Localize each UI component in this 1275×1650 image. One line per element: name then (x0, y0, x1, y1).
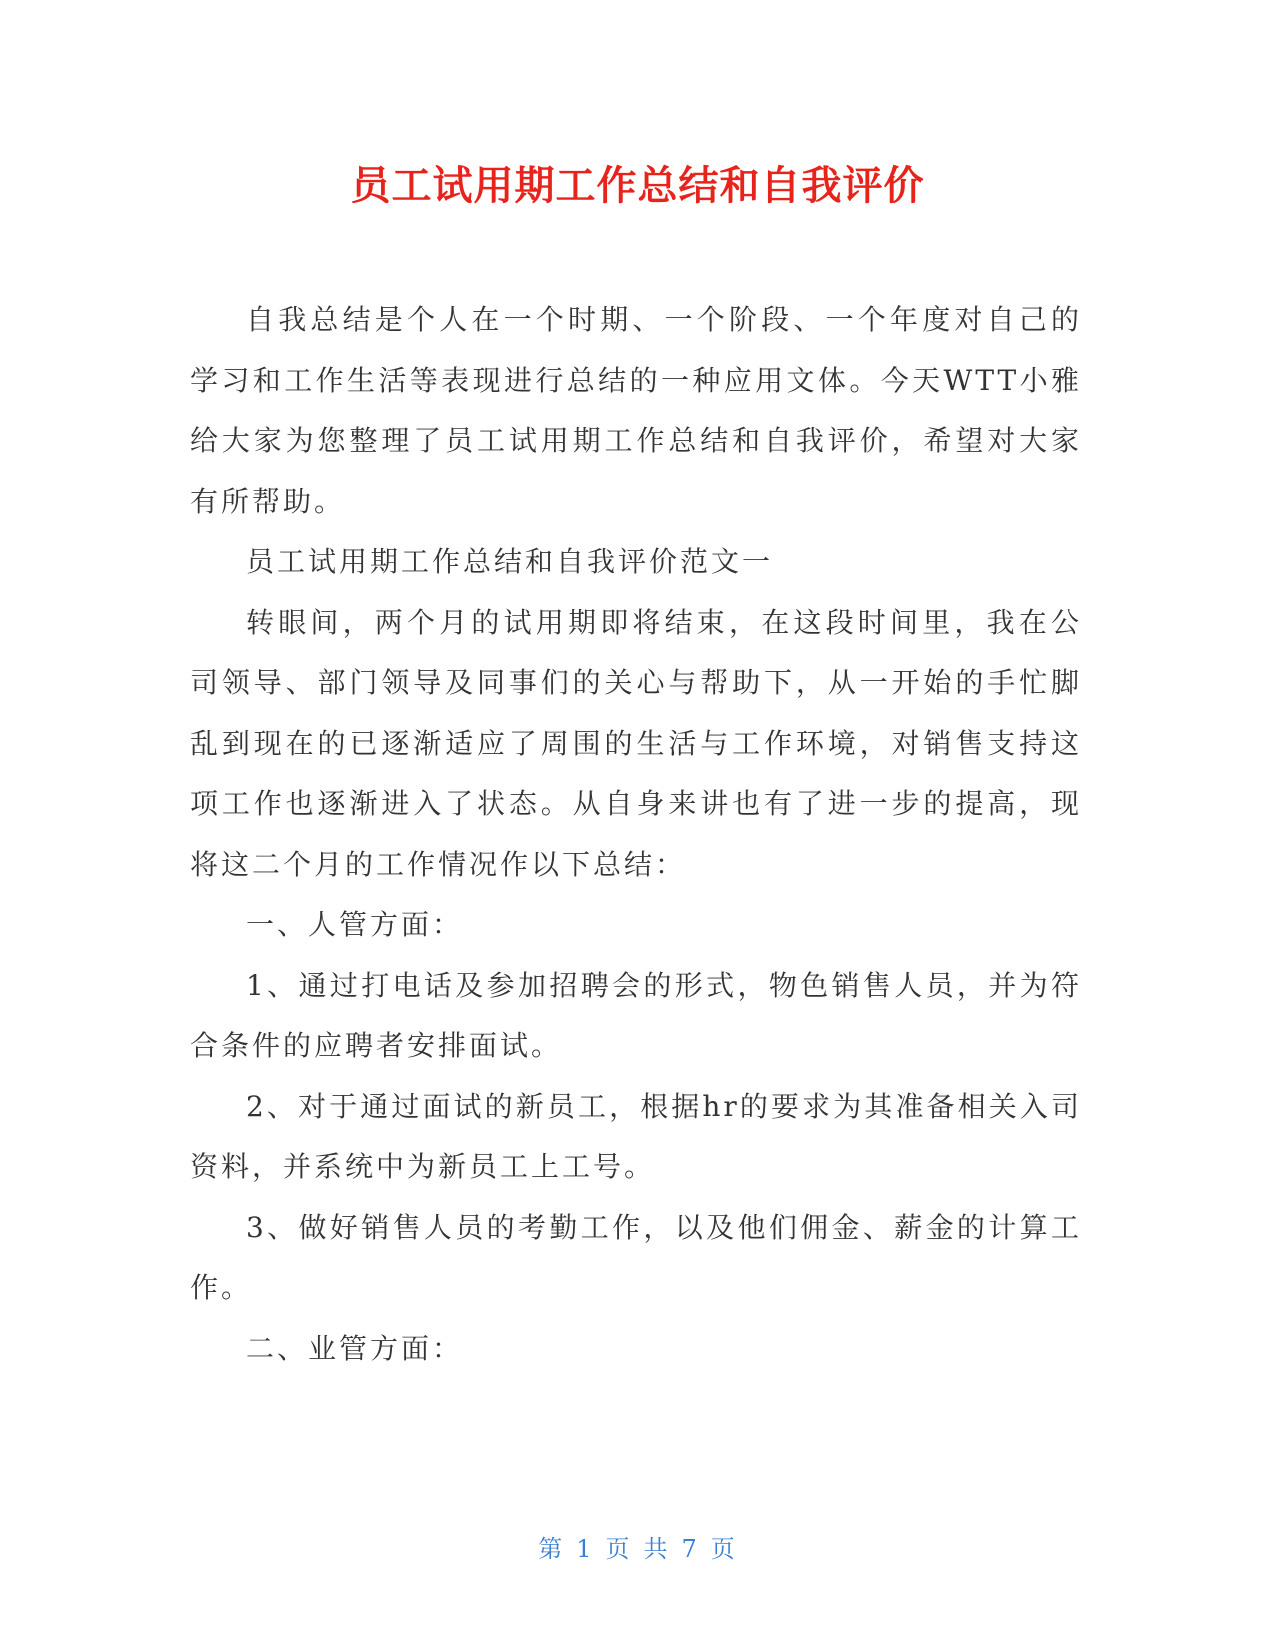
footer-word-page-unit: 页 (605, 1535, 632, 1563)
summary-paragraph: 转眼间，两个月的试用期即将结束，在这段时间里，我在公司领导、部门领导及同事们的关心与帮助下，从一开始的手忙脚乱到现在的已逐渐适应了周围的生活与工作环境，对销售支持这项工作也逐渐进入了状态。从自身来讲也有了进一步的提高，现将这二个月的工作情况作以下总结： (190, 605, 1082, 881)
section-heading-business: 二、业管方面： (246, 1331, 464, 1365)
footer-current-page: 1 (576, 1535, 594, 1563)
section-heading-personnel: 一、人管方面： (246, 908, 464, 941)
footer-word-page: 第 (538, 1535, 565, 1563)
footer-word-page-unit-2: 页 (710, 1535, 737, 1563)
list-item-2: 2、对于通过面试的新员工，根据hr的要求为其准备相关入司资料，并系统中为新员工上工号。 (190, 1089, 1082, 1183)
footer-word-total: 共 (643, 1535, 670, 1563)
page-title: 员工试用期工作总结和自我评价 (350, 163, 925, 209)
list-item-3: 3、做好销售人员的考勤工作，以及他们佣金、薪金的计算工作。 (190, 1210, 1082, 1304)
list-item-1: 1、通过打电话及参加招聘会的形式，物色销售人员，并为符合条件的应聘者安排面试。 (190, 968, 1082, 1062)
page-footer (0, 1532, 1275, 1566)
section-heading-sample-one: 员工试用期工作总结和自我评价范文一 (246, 545, 774, 578)
footer-total-pages: 7 (681, 1535, 699, 1563)
intro-paragraph: 自我总结是个人在一个时期、一个阶段、一个年度对自己的学习和工作生活等表现进行总结的一种应用文体。今天WTT小雅给大家为您整理了员工试用期工作总结和自我评价，希望对大家有所帮助。 (190, 303, 1082, 518)
document-body (190, 290, 1082, 1379)
